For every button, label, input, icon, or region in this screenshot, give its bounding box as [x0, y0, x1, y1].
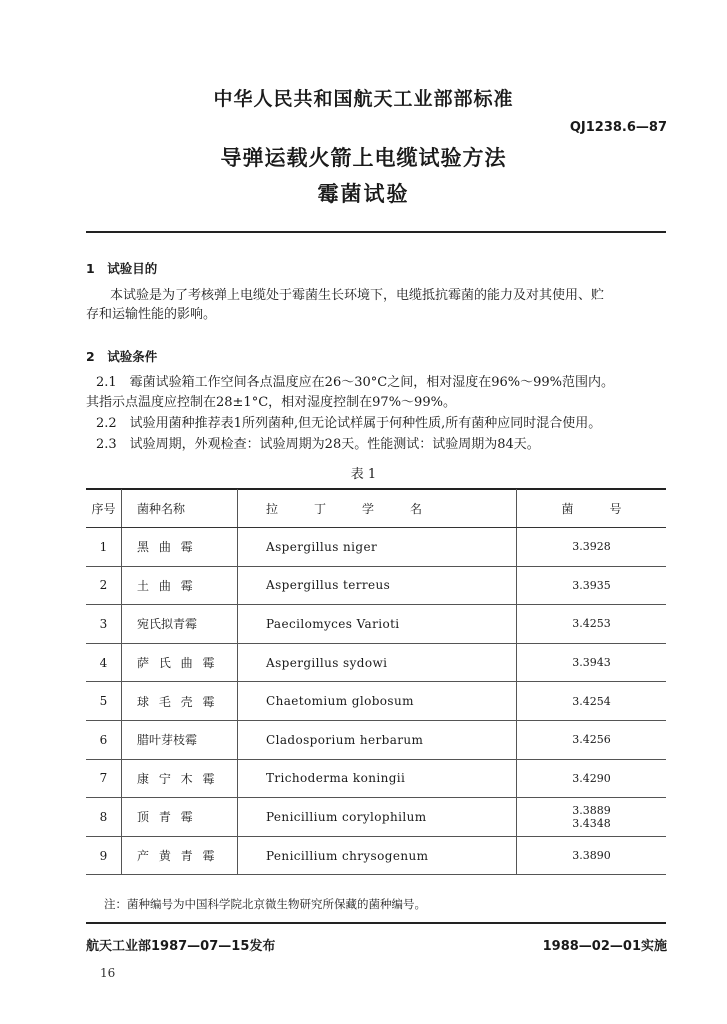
table-note: 注：菌种编号为中国科学院北京微生物研究所保藏的菌种编号。: [104, 897, 426, 911]
row-code: 3.4256: [517, 720, 667, 759]
clause-2-3: 2.3 试验周期，外观检查：试验周期为28天。性能测试：试验周期为84天。: [96, 437, 540, 452]
row-code-secondary: 3.4348: [572, 816, 611, 830]
table-row: [86, 836, 666, 875]
row-code: 3.4253: [517, 605, 667, 644]
row-no: 1: [86, 528, 122, 567]
row-latin: Aspergillus terreus: [238, 566, 517, 605]
table-row: [86, 566, 666, 605]
row-code: 3.4254: [517, 682, 667, 721]
table-row: [86, 798, 666, 837]
section2-heading: 2 试验条件: [86, 349, 158, 364]
issue-date: 航天工业部1987—07—15发布: [86, 939, 276, 954]
section1-para-line1: 本试验是为了考核弹上电缆处于霉菌生长环境下，电缆抵抗霉菌的能力及对其使用、贮: [110, 288, 605, 303]
row-name: 萨 氏 曲 霉: [122, 643, 238, 682]
header-divider: [86, 231, 666, 233]
row-latin: Chaetomium globosum: [238, 682, 517, 721]
row-code-pair: [517, 798, 667, 837]
row-no: 3: [86, 605, 122, 644]
row-no: 7: [86, 759, 122, 798]
page-number: 16: [100, 966, 116, 980]
row-no: 2: [86, 566, 122, 605]
row-latin: Penicillium corylophilum: [238, 798, 517, 837]
row-latin: Paecilomyces Varioti: [238, 605, 517, 644]
row-code: 3.3943: [517, 643, 667, 682]
row-no: 4: [86, 643, 122, 682]
row-latin: Penicillium chrysogenum: [238, 836, 517, 875]
header-name: 菌种名称: [122, 489, 238, 528]
table-header-row: [86, 489, 666, 528]
row-name: 土 曲 霉: [122, 566, 238, 605]
header-no: 序号: [86, 489, 122, 528]
header-code: 菌 号: [517, 489, 667, 528]
row-name: 顶 青 霉: [122, 798, 238, 837]
table-row: [86, 682, 666, 721]
row-name: 黑 曲 霉: [122, 528, 238, 567]
row-code: 3.3889: [572, 803, 611, 817]
row-no: 8: [86, 798, 122, 837]
row-name: 宛氏拟青霉: [122, 605, 238, 644]
row-latin: Cladosporium herbarum: [238, 720, 517, 759]
section1-heading: 1 试验目的: [86, 261, 158, 276]
row-latin: Aspergillus niger: [238, 528, 517, 567]
footer-divider: [86, 922, 666, 924]
row-name: 产 黄 青 霉: [122, 836, 238, 875]
section1-para-line2: 存和运输性能的影响。: [86, 307, 217, 322]
header-latin: 拉 丁 学 名: [238, 489, 517, 528]
clause-2-1-line2: 其指示点温度应控制在28±1°C，相对湿度控制在97%～99%。: [86, 395, 456, 410]
effective-date: 1988—02—01实施: [542, 939, 667, 954]
clause-2-2: 2.2 试验用菌种推荐表1所列菌种,但无论试样属于何种性质,所有菌种应同时混合使用。: [96, 416, 602, 431]
row-code: 3.3935: [517, 566, 667, 605]
strain-table: [86, 489, 666, 875]
row-code: 3.3890: [517, 836, 667, 875]
issuing-organization: 中华人民共和国航天工业部部标准: [213, 88, 514, 110]
row-code: 3.3928: [517, 528, 667, 567]
clause-2-1-line1: 2.1 霉菌试验箱工作空间各点温度应在26～30°C之间，相对湿度在96%～99%范围内。: [96, 375, 614, 390]
standard-code: QJ1238.6—87: [569, 120, 667, 135]
row-no: 6: [86, 720, 122, 759]
table-row: [86, 605, 666, 644]
table-row: [86, 528, 666, 567]
table-caption: 表 1: [350, 467, 377, 482]
row-name: 球 毛 壳 霉: [122, 682, 238, 721]
row-latin: Trichoderma koningii: [238, 759, 517, 798]
table-row: [86, 720, 666, 759]
row-name: 康 宁 木 霉: [122, 759, 238, 798]
document-title: 导弹运载火箭上电缆试验方法: [220, 146, 507, 170]
table-row: [86, 643, 666, 682]
table-row: [86, 759, 666, 798]
document-subtitle: 霉菌试验: [317, 182, 410, 206]
row-latin: Aspergillus sydowi: [238, 643, 517, 682]
row-no: 9: [86, 836, 122, 875]
row-no: 5: [86, 682, 122, 721]
row-code: 3.4290: [517, 759, 667, 798]
row-name: 腊叶芽枝霉: [122, 720, 238, 759]
